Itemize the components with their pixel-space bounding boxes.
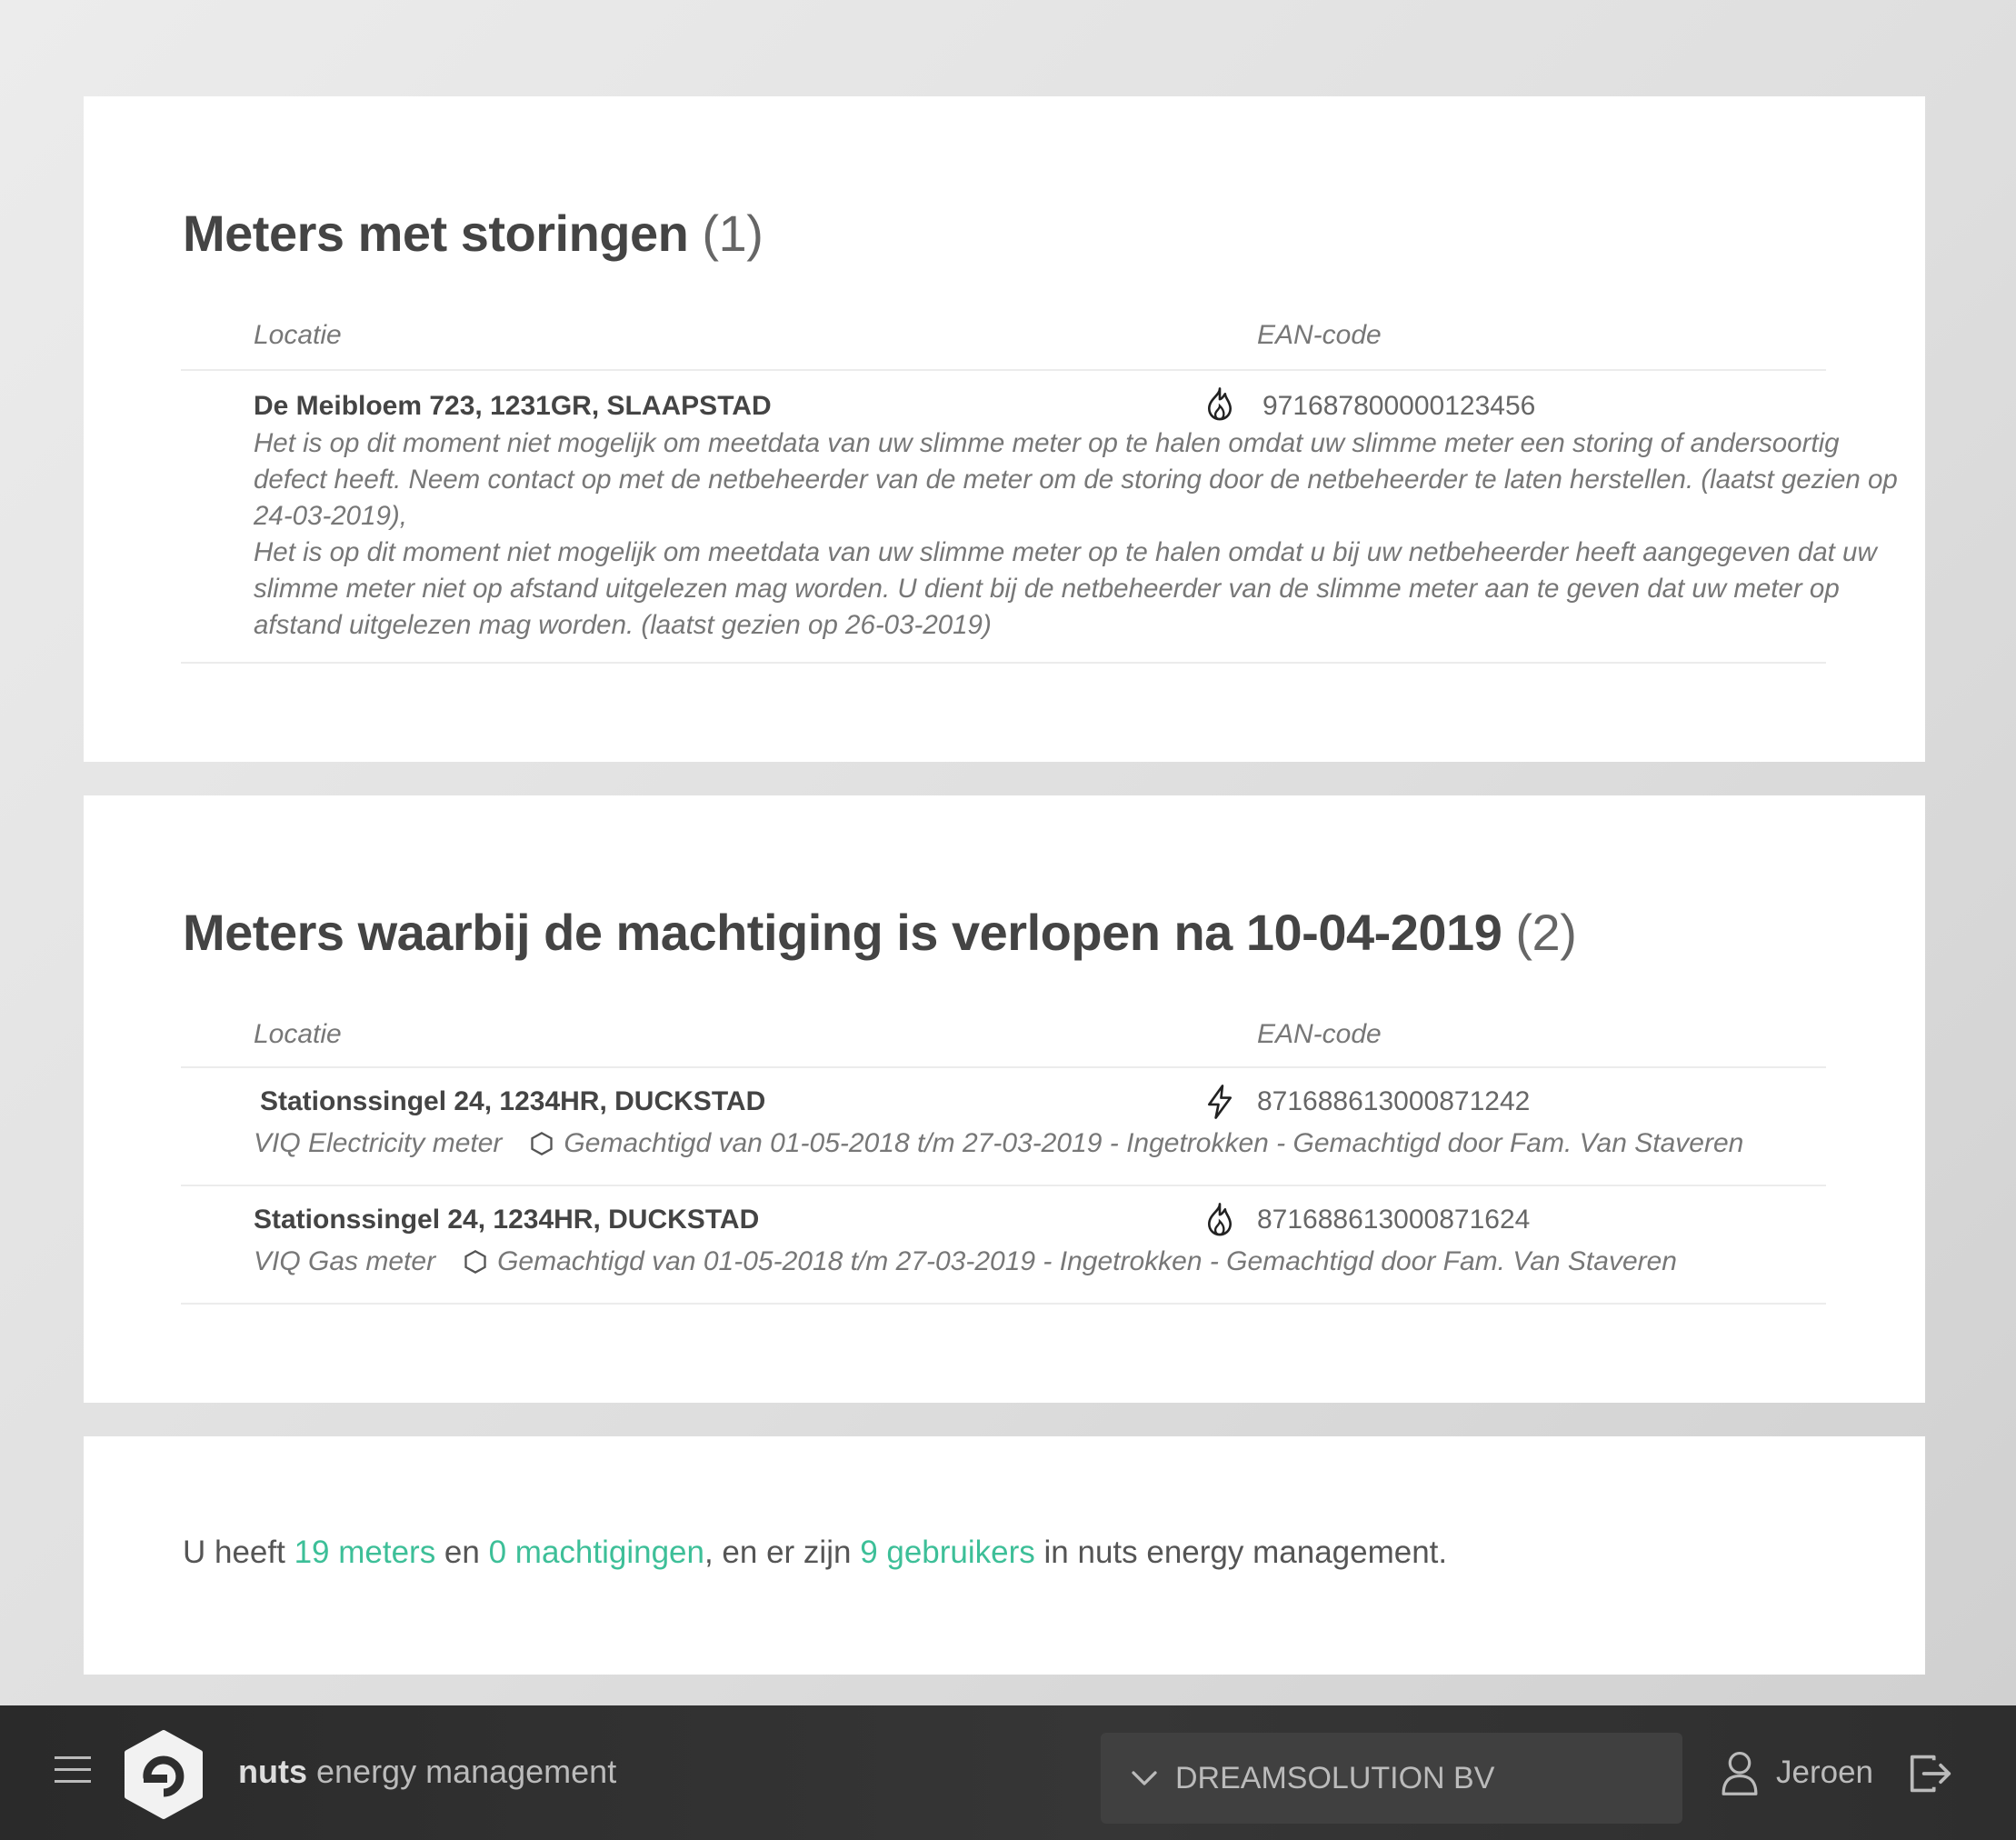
user-name: Jeroen bbox=[1776, 1755, 1874, 1790]
brand-rest: energy management bbox=[307, 1753, 617, 1790]
organization-value: DREAMSOLUTION BV bbox=[1175, 1760, 1495, 1795]
meters-link[interactable]: 19 meters bbox=[294, 1535, 436, 1570]
divider bbox=[181, 1066, 1826, 1068]
nuts-logo-icon[interactable] bbox=[118, 1729, 209, 1820]
row-ean: 971687800000123456 bbox=[1262, 391, 1536, 421]
machtiging-card bbox=[84, 795, 1925, 1403]
bottom-bar bbox=[0, 1705, 2016, 1840]
summary-mid1: en bbox=[435, 1535, 489, 1570]
row-ean: 871688613000871624 bbox=[1257, 1205, 1531, 1235]
column-header-ean: EAN-code bbox=[1257, 1019, 1382, 1049]
row-location: Stationssingel 24, 1234HR, DUCKSTAD bbox=[260, 1086, 766, 1116]
machtigingen-link[interactable]: 0 machtigingen bbox=[488, 1535, 704, 1570]
hamburger-icon[interactable] bbox=[55, 1756, 91, 1789]
hexagon-icon bbox=[529, 1131, 554, 1156]
storingen-count: (1) bbox=[702, 205, 763, 262]
meter-type: VIQ Gas meter bbox=[254, 1246, 436, 1276]
chevron-down-icon bbox=[1128, 1762, 1161, 1795]
machtiging-count: (2) bbox=[1515, 904, 1577, 961]
row-ean: 871688613000871242 bbox=[1257, 1086, 1531, 1116]
row-meta bbox=[254, 1128, 1743, 1159]
authorization-status: Gemachtigd van 01-05-2018 t/m 27-03-2019 - Ingetrokken - Gemachtigd door Fam. Van Staveren bbox=[564, 1128, 1744, 1158]
row-description: Het is op dit moment niet mogelijk om meetdata van uw slimme meter op te halen omdat uw slimme meter een storing of andersoortig defect heeft. Neem contact op met de netbeheerder van de meter om de storing door de netbeheerder te laten herstellen. (laatst gezien op 24-03-2019), Het is op dit moment niet mogelijk om meetdata van uw slimme meter op te halen omdat u bij uw netbeheerder heeft aangegeven dat uw slimme meter niet op afstand uitgelezen mag worden. U dient bij de netbeheerder van de slimme meter aan te geven dat uw meter op afstand uitgelezen mag worden. (laatst gezien op 26-03-2019) bbox=[254, 428, 1898, 640]
organization-select[interactable] bbox=[1101, 1733, 1682, 1824]
divider bbox=[181, 1185, 1826, 1186]
flame-icon bbox=[1203, 1203, 1236, 1237]
lightning-icon bbox=[1203, 1085, 1236, 1119]
summary-text bbox=[183, 1535, 1447, 1571]
row-location: De Meibloem 723, 1231GR, SLAAPSTAD bbox=[254, 391, 772, 421]
divider bbox=[181, 662, 1826, 664]
brand-bold: nuts bbox=[238, 1753, 307, 1790]
hexagon-icon bbox=[463, 1249, 488, 1275]
summary-mid2: , en er zijn bbox=[704, 1535, 861, 1570]
column-header-ean: EAN-code bbox=[1257, 320, 1382, 350]
machtiging-title bbox=[183, 903, 1576, 962]
user-button[interactable] bbox=[1720, 1745, 1873, 1800]
authorization-status: Gemachtigd van 01-05-2018 t/m 27-03-2019 - Ingetrokken - Gemachtigd door Fam. Van Staveren bbox=[497, 1246, 1677, 1276]
machtiging-title-text: Meters waarbij de machtiging is verlopen na 10-04-2019 bbox=[183, 904, 1502, 961]
row-location: Stationssingel 24, 1234HR, DUCKSTAD bbox=[254, 1205, 760, 1235]
storingen-card bbox=[84, 96, 1925, 762]
summary-prefix: U heeft bbox=[183, 1535, 294, 1570]
row-meta bbox=[254, 1246, 1677, 1277]
divider bbox=[181, 1303, 1826, 1305]
divider bbox=[181, 369, 1826, 371]
users-link[interactable]: 9 gebruikers bbox=[860, 1535, 1035, 1570]
storingen-title bbox=[183, 204, 763, 263]
storingen-title-text: Meters met storingen bbox=[183, 205, 689, 262]
brand-name bbox=[238, 1753, 616, 1791]
column-header-location: Locatie bbox=[254, 320, 342, 350]
logout-icon[interactable] bbox=[1909, 1753, 1952, 1795]
column-header-location: Locatie bbox=[254, 1019, 342, 1049]
flame-icon bbox=[1203, 387, 1236, 422]
user-icon bbox=[1720, 1750, 1760, 1795]
summary-card bbox=[84, 1436, 1925, 1675]
summary-suffix: in nuts energy management. bbox=[1034, 1535, 1448, 1570]
meter-type: VIQ Electricity meter bbox=[254, 1128, 503, 1158]
